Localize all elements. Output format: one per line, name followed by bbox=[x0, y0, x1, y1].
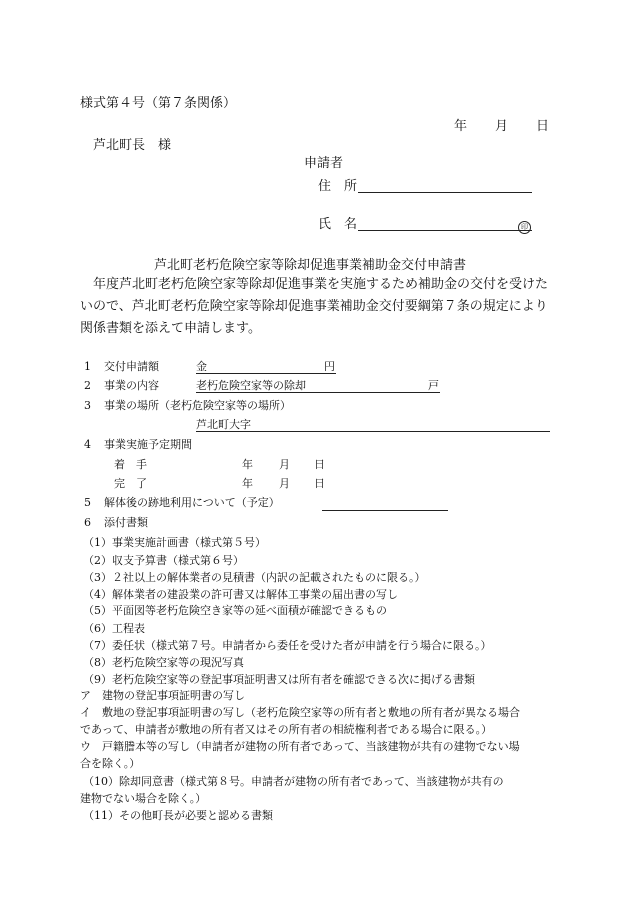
item1-label: 交付申請額 bbox=[104, 360, 159, 373]
item4-end-day: 日 bbox=[314, 477, 325, 490]
document-title: 芦北町老朽危険空家等除却促進事業補助金交付申請書 bbox=[154, 258, 467, 273]
name-field-line[interactable] bbox=[358, 230, 532, 231]
attachment-item: （2）収支予算書（様式第６号） bbox=[83, 554, 244, 567]
item4-label: 事業実施予定期間 bbox=[104, 438, 192, 451]
sub-item-u-line2: 合を除く。） bbox=[80, 757, 141, 770]
item1-unit: 円 bbox=[324, 360, 335, 373]
attachment-item: （3）２社以上の解体業者の見積書（内訳の記載されたものに限る。） bbox=[83, 571, 426, 584]
attachment-item-10-line2: 建物でない場合を除く。） bbox=[80, 792, 207, 805]
item4-end-month: 月 bbox=[279, 477, 290, 490]
attachment-item: （1）事業実施計画書（様式第５号） bbox=[83, 536, 266, 549]
item3-number: 3 bbox=[84, 399, 91, 412]
item3-line[interactable] bbox=[196, 431, 550, 432]
item2-label: 事業の内容 bbox=[104, 379, 159, 392]
item4-number: 4 bbox=[84, 438, 91, 451]
attachment-item: （8）老朽危険空家等の現況写真 bbox=[83, 656, 244, 669]
attachment-item: （4）解体業者の建設業の許可書又は解体工事業の届出書の写し bbox=[83, 588, 398, 601]
item5-label: 解体後の跡地利用について（予定） bbox=[104, 496, 280, 509]
item6-number: 6 bbox=[84, 516, 91, 529]
attachment-item-11: （11）その他町長が必要と認める書類 bbox=[83, 809, 273, 822]
date-year-label: 年 bbox=[454, 119, 468, 134]
sub-item-u-line1: ウ 戸籍謄本等の写し（申請者が建物の所有者であって、当該建物が共有の建物でない場 bbox=[80, 740, 520, 753]
item4-end-year: 年 bbox=[242, 477, 253, 490]
item1-prefix: 金 bbox=[196, 360, 207, 373]
item5-number: 5 bbox=[84, 496, 91, 509]
seal-mark: 印 bbox=[518, 221, 531, 234]
sub-item-a: ア 建物の登記事項証明書の写し bbox=[80, 689, 245, 702]
addressee: 芦北町長 様 bbox=[93, 138, 172, 153]
attachment-item: （5）平面図等老朽危険空き家等の延べ面積が確認できるもの bbox=[83, 604, 387, 617]
item4-start-year: 年 bbox=[242, 458, 253, 471]
item4-start-label: 着 手 bbox=[114, 458, 147, 471]
address-field-line[interactable] bbox=[358, 192, 532, 193]
attachment-item: （7）委任状（様式第７号。申請者から委任を受けた者が申請を行う場合に限る。） bbox=[83, 639, 492, 652]
sub-item-i-line1: イ 敷地の登記事項証明書の写し（老朽危険空家等の所有者と敷地の所有者が異なる場合 bbox=[80, 706, 520, 719]
attachment-item: （6）工程表 bbox=[83, 622, 145, 635]
item1-number: 1 bbox=[84, 360, 91, 373]
item5-line[interactable] bbox=[322, 510, 448, 511]
item2-value: 老朽危険空家等の除却 bbox=[196, 379, 306, 392]
item1-amount-line[interactable] bbox=[196, 373, 336, 374]
item4-end-label: 完 了 bbox=[114, 477, 147, 490]
date-month-label: 月 bbox=[495, 119, 509, 134]
attachment-item-10-line1: （10）除却同意書（様式第８号。申請者が建物の所有者であって、当該建物が共有の bbox=[83, 775, 504, 788]
item3-value: 芦北町大字 bbox=[196, 418, 251, 431]
attachment-item: （9）老朽危険空家等の登記事項証明書又は所有者を確認できる次に掲げる書類 bbox=[83, 673, 475, 686]
item4-start-day: 日 bbox=[314, 458, 325, 471]
item6-label: 添付書類 bbox=[104, 516, 148, 529]
address-label: 住 所 bbox=[318, 179, 358, 194]
item2-number: 2 bbox=[84, 379, 91, 392]
sub-item-i-line2: であって、申請者が敷地の所有者又はその所有者の相続権利者である場合に限る。） bbox=[80, 723, 493, 736]
date-day-label: 日 bbox=[536, 119, 550, 134]
applicant-label: 申請者 bbox=[304, 156, 344, 171]
item4-start-month: 月 bbox=[279, 458, 290, 471]
item3-label: 事業の場所（老朽危険空家等の場所） bbox=[104, 399, 291, 412]
name-label: 氏 名 bbox=[318, 217, 358, 232]
item2-line[interactable] bbox=[196, 392, 440, 393]
body-text: 年度芦北町老朽危険空家等除却促進事業を実施するため補助金の交付を受けたいので、芦北町老朽危険空家等除却促進事業補助金交付要綱第７条の規定により関係書類を添えて申請します。 bbox=[80, 277, 549, 336]
item2-unit: 戸 bbox=[428, 379, 439, 392]
form-number: 様式第４号（第７条関係） bbox=[80, 96, 237, 111]
